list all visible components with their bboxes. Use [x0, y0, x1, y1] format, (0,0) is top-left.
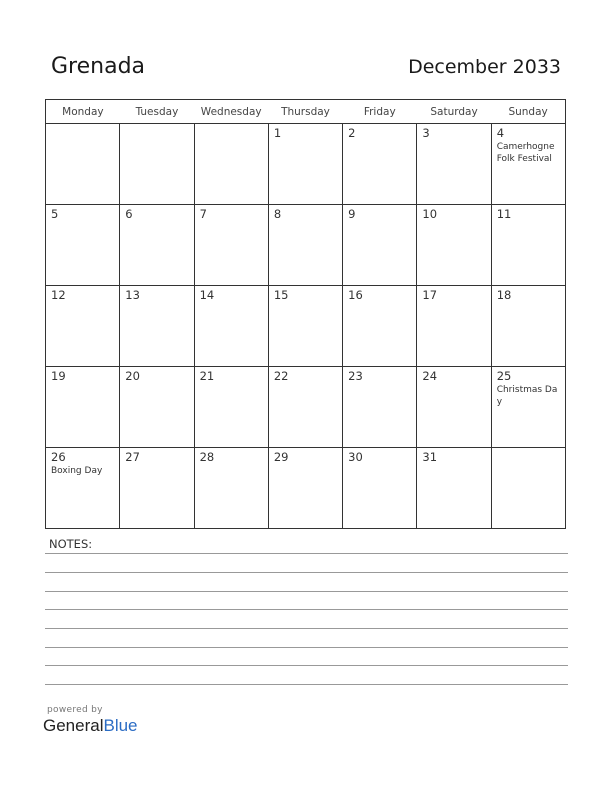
day-cell: [120, 367, 194, 448]
day-cell: [194, 124, 268, 205]
month-year-title: December 2033: [408, 56, 561, 78]
day-cell: [343, 124, 417, 205]
note-line: [45, 572, 568, 573]
day-number: 4: [496, 126, 505, 140]
day-cell: [491, 286, 565, 367]
day-cell: [268, 205, 342, 286]
day-cell: [343, 205, 417, 286]
day-number: 6: [125, 207, 133, 221]
day-cell: [46, 367, 120, 448]
day-number: 18: [496, 288, 512, 302]
weekday-header: Tuesday: [120, 100, 194, 124]
day-number: 30: [348, 450, 363, 464]
holiday-label: Christmas Day: [496, 385, 558, 407]
day-number: 26: [51, 450, 66, 464]
week-row: [46, 286, 566, 367]
day-number: 7: [199, 207, 207, 221]
day-number: 31: [422, 450, 438, 464]
day-cell: [194, 286, 268, 367]
weekday-header-row: [46, 100, 566, 124]
day-cell: [417, 205, 491, 286]
day-number: 12: [51, 288, 66, 302]
holiday-label: Camerhogne Folk Festival: [496, 142, 555, 164]
week-row: [46, 448, 566, 529]
weekday-header: Monday: [46, 100, 120, 124]
day-cell: [417, 124, 491, 205]
day-number: 1: [273, 126, 282, 140]
day-number: 17: [422, 288, 438, 302]
day-cell: [120, 205, 194, 286]
day-number: 24: [422, 369, 438, 383]
day-cell: [194, 205, 268, 286]
day-cell: [417, 448, 491, 529]
day-cell: [268, 286, 342, 367]
week-row: [46, 205, 566, 286]
notes-label: NOTES:: [49, 537, 93, 551]
day-cell: [417, 367, 491, 448]
weekday-header: Sunday: [491, 100, 565, 124]
calendar-grid: [45, 99, 566, 529]
day-number: 14: [199, 288, 215, 302]
day-cell: [343, 286, 417, 367]
day-cell: [491, 367, 565, 448]
note-line: [45, 553, 568, 554]
day-cell: [343, 448, 417, 529]
day-cell: [46, 286, 120, 367]
day-number: 21: [199, 369, 215, 383]
week-row: [46, 367, 566, 448]
country-title: Grenada: [51, 54, 146, 79]
note-line: [45, 665, 568, 666]
weekday-header: Saturday: [417, 100, 491, 124]
day-cell: [120, 286, 194, 367]
day-number: 28: [199, 450, 215, 464]
day-cell: [46, 124, 120, 205]
week-row: [46, 124, 566, 205]
weekday-header: Wednesday: [194, 100, 268, 124]
logo-general-text: General: [43, 716, 104, 735]
day-number: 23: [348, 369, 363, 383]
day-number: 19: [51, 369, 66, 383]
day-cell: [268, 448, 342, 529]
day-number: 15: [273, 288, 289, 302]
day-number: 13: [125, 288, 140, 302]
day-number: 2: [348, 126, 356, 140]
day-number: 3: [422, 126, 430, 140]
day-number: 25: [496, 369, 512, 383]
day-cell: [268, 124, 342, 205]
day-number: 11: [496, 207, 512, 221]
day-cell: [268, 367, 342, 448]
note-line: [45, 684, 568, 685]
generalblue-logo[interactable]: [43, 716, 138, 736]
note-line: [45, 591, 568, 592]
note-line: [45, 628, 568, 629]
day-number: 22: [273, 369, 289, 383]
day-number: 16: [348, 288, 363, 302]
day-number: 9: [348, 207, 356, 221]
day-cell: [343, 367, 417, 448]
day-cell: [120, 124, 194, 205]
day-cell: [491, 124, 565, 205]
note-line: [45, 609, 568, 610]
day-cell: [46, 448, 120, 529]
note-line: [45, 647, 568, 648]
powered-by-text: powered by: [47, 705, 103, 715]
day-cell: [194, 367, 268, 448]
day-cell: [46, 205, 120, 286]
weekday-header: Thursday: [268, 100, 342, 124]
day-cell: [491, 205, 565, 286]
day-number: 5: [51, 207, 59, 221]
day-number: 8: [273, 207, 282, 221]
day-cell: [417, 286, 491, 367]
day-cell: [491, 448, 565, 529]
day-cell: [194, 448, 268, 529]
day-number: 20: [125, 369, 140, 383]
logo-blue-text: Blue: [103, 716, 138, 735]
weekday-header: Friday: [343, 100, 417, 124]
day-number: 10: [422, 207, 438, 221]
day-number: 29: [273, 450, 289, 464]
day-cell: [120, 448, 194, 529]
day-number: 27: [125, 450, 140, 464]
holiday-label: Boxing Day: [51, 466, 103, 476]
